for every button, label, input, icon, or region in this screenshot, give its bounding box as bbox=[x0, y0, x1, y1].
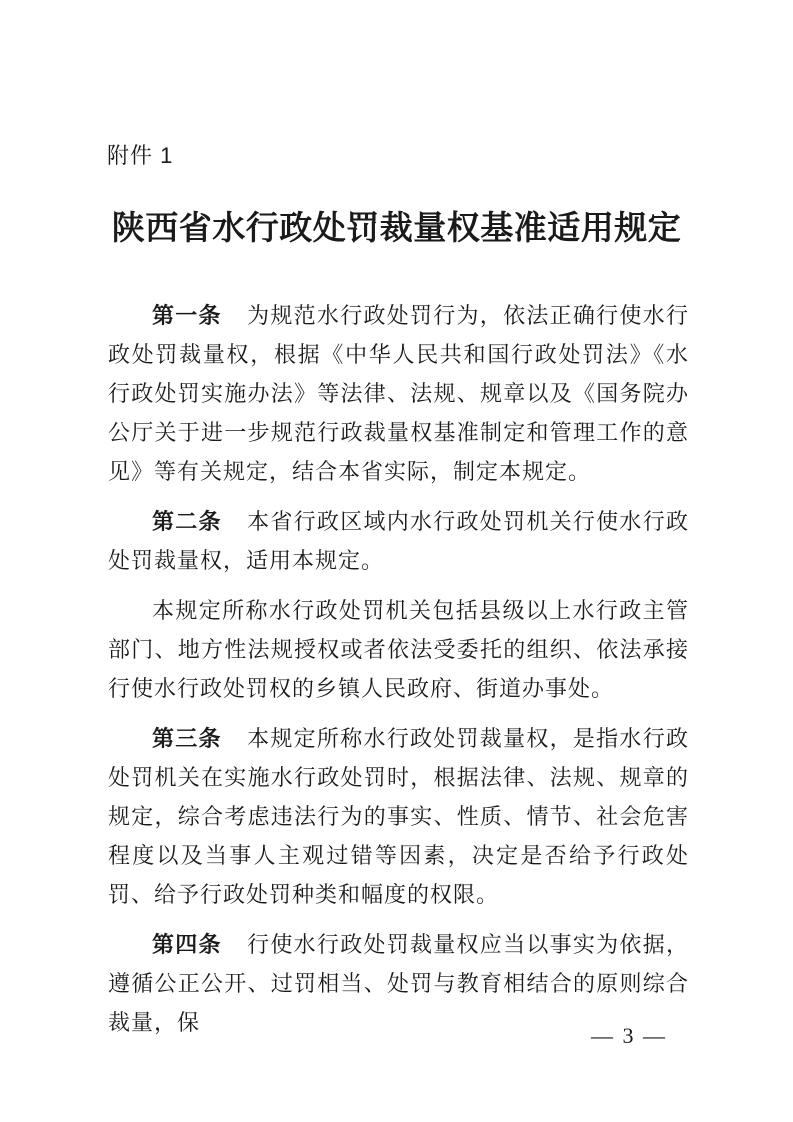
paragraph-text: 为规范水行政处罚行为，依法正确行使水行政处罚裁量权，根据《中华人民共和国行政处罚法》《水行政处罚实施办法》等法律、法规、规章以及《国务院办公厅关于进一步规范行政裁量权基准制定和管理工作的意见》等有关规定，结合本省实际，制定本规定。 bbox=[108, 303, 689, 484]
paragraph-text: 本规定所称水行政处罚机关包括县级以上水行政主管部门、地方性法规授权或者依法受委托的组织、依法承接行使水行政处罚权的乡镇人民政府、街道办事处。 bbox=[108, 598, 689, 701]
paragraph-article-1 bbox=[108, 296, 689, 491]
page-number: — 3 — bbox=[591, 1023, 667, 1048]
article-label: 第二条 bbox=[152, 509, 222, 534]
article-label: 第一条 bbox=[152, 303, 222, 328]
paragraph-article-3 bbox=[108, 719, 689, 914]
document-title: 陕西省水行政处罚裁量权基准适用规定 bbox=[111, 211, 682, 247]
paragraph-article-2-continued bbox=[108, 591, 689, 708]
article-label: 第四条 bbox=[152, 932, 222, 957]
article-label: 第三条 bbox=[152, 726, 222, 751]
document-body bbox=[108, 296, 689, 1042]
paragraph-text: 本省行政区域内水行政处罚机关行使水行政处罚裁量权，适用本规定。 bbox=[108, 509, 689, 573]
attachment-label: 附件 1 bbox=[107, 143, 174, 168]
paragraph-text: 行使水行政处罚裁量权应当以事实为依据，遵循公正公开、过罚相当、处罚与教育相结合的原则综合裁量，保 bbox=[108, 932, 689, 1035]
paragraph-article-2 bbox=[108, 502, 689, 580]
paragraph-text: 本规定所称水行政处罚裁量权，是指水行政处罚机关在实施水行政处罚时，根据法律、法规、规章的规定，综合考虑违法行为的事实、性质、情节、社会危害程度以及当事人主观过错等因素，决定是否给予行政处罚、给予行政处罚种类和幅度的权限。 bbox=[108, 726, 689, 907]
